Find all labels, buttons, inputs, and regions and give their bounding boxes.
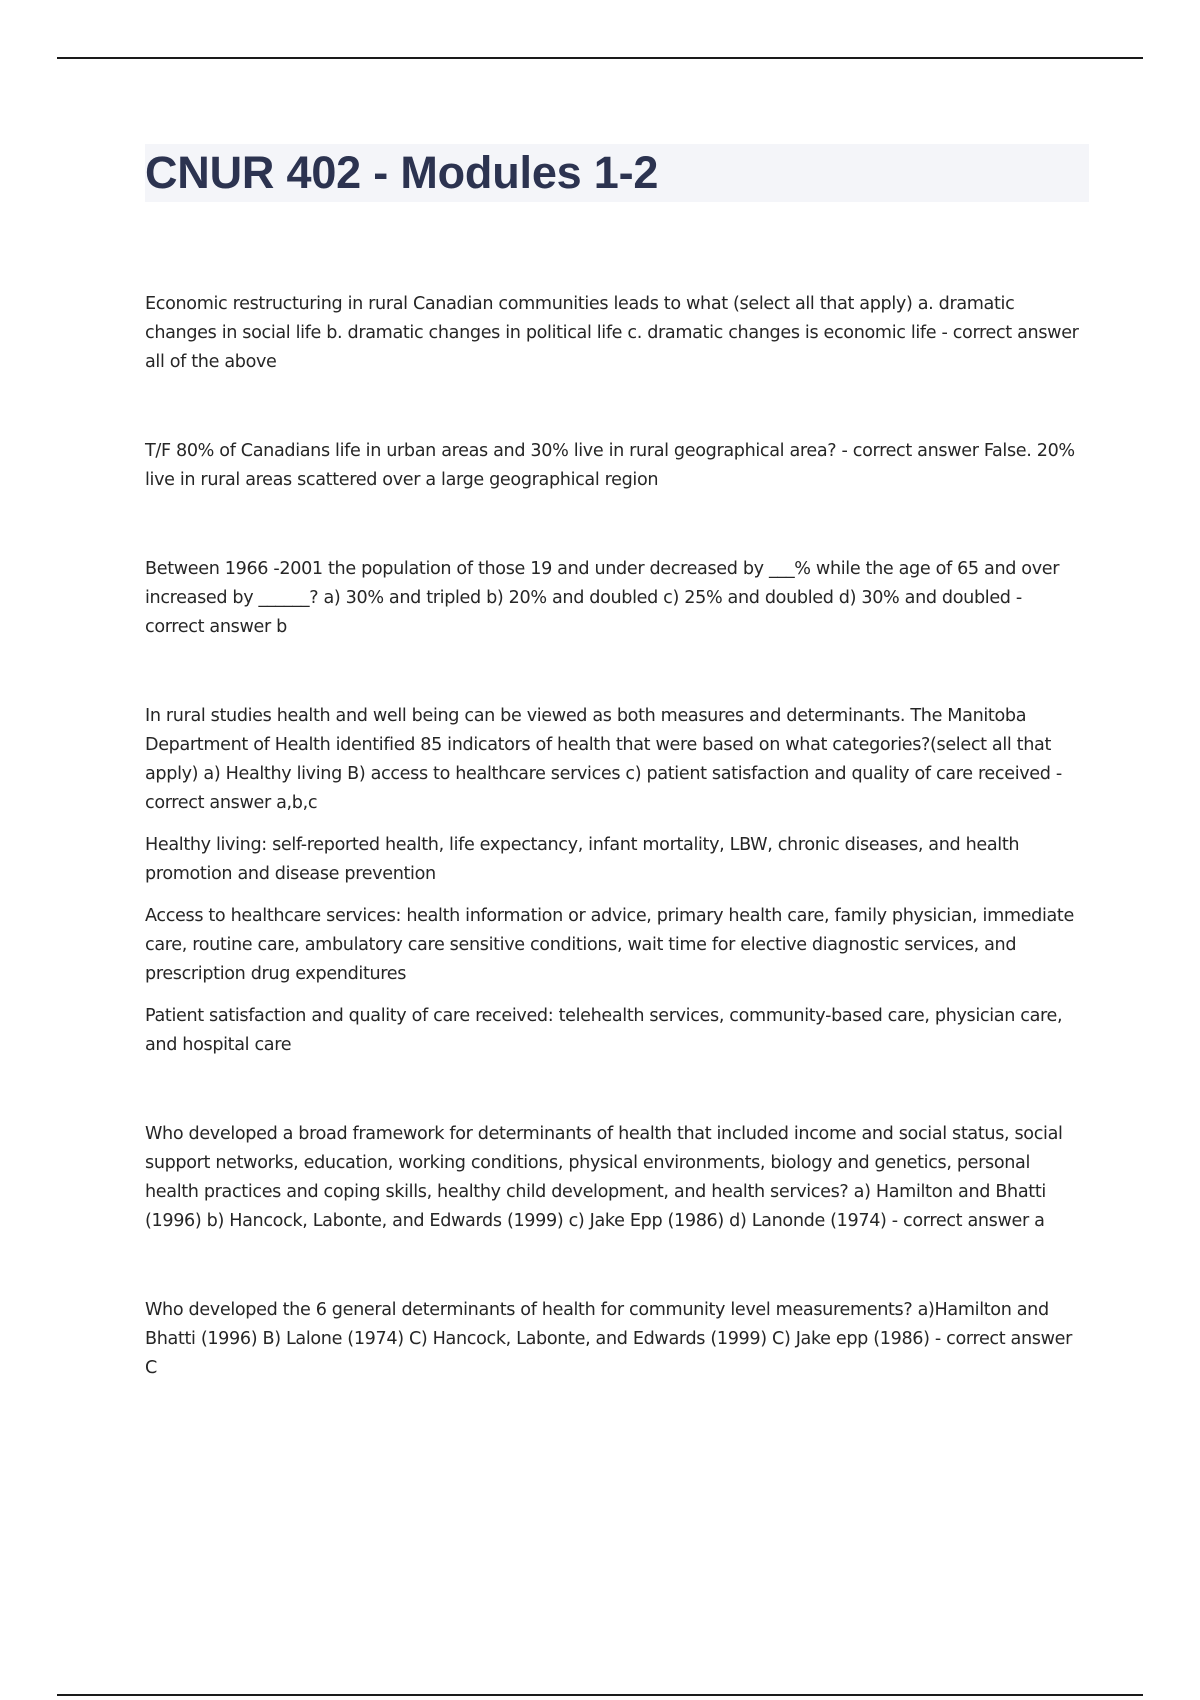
bottom-rule — [57, 1694, 1143, 1696]
qa-entry-4: In rural studies health and well being can be viewed as both measures and determinants. The Manitoba Department of Health identified 85 indicators of health that were based on what categories?(select all that apply) a) Healthy living B) access to healthcare services c) patient satisfaction and quality of care received - correct answer a,b,c — [145, 706, 1062, 813]
qa-entry-5: Who developed a broad framework for determinants of health that included income and social status, social support networks, education, working conditions, physical environments, biology and genetics, personal health practices and coping skills, healthy child development, and health services? a) Hamilton and Bhatti (1996) b) Hancock, Labonte, and Edwards (1999) c) Jake Epp (1986) d) Lanonde (1974) - correct answer a — [145, 1124, 1063, 1231]
qa-entry-4-detail-satisfaction: Patient satisfaction and quality of care received: telehealth services, community-based care, physician care, and hospital care — [145, 1006, 1063, 1055]
document-body — [145, 290, 1085, 1383]
qa-entry-6: Who developed the 6 general determinants of health for community level measurements? a)Hamilton and Bhatti (1996) B) Lalone (1974) C) Hancock, Labonte, and Edwards (1999) C) Jake epp (1986) - correct answer C — [145, 1300, 1072, 1378]
qa-entry-4-detail-healthy-living: Healthy living: self-reported health, life expectancy, infant mortality, LBW, chronic diseases, and health promotion and disease prevention — [145, 835, 1020, 884]
qa-entry-3: Between 1966 -2001 the population of those 19 and under decreased by ___% while the age of 65 and over increased by ______? a) 30% and tripled b) 20% and doubled c) 25% and doubled d) 30% and doubled - correct answer b — [145, 559, 1060, 637]
qa-entry-2: T/F 80% of Canadians life in urban areas and 30% live in rural geographical area? - correct answer False. 20% live in rural areas scattered over a large geographical region — [145, 441, 1075, 490]
qa-entry-1: Economic restructuring in rural Canadian communities leads to what (select all that apply) a. dramatic changes in social life b. dramatic changes in political life c. dramatic changes is economic life - correct answer all of the above — [145, 294, 1079, 372]
top-rule — [57, 57, 1143, 59]
document-title: CNUR 402 - Modules 1-2 — [145, 147, 659, 198]
qa-entry-4-detail-access: Access to healthcare services: health information or advice, primary health care, family physician, immediate care, routine care, ambulatory care sensitive conditions, wait time for elective diagnostic services, and prescription drug expenditures — [145, 906, 1074, 984]
